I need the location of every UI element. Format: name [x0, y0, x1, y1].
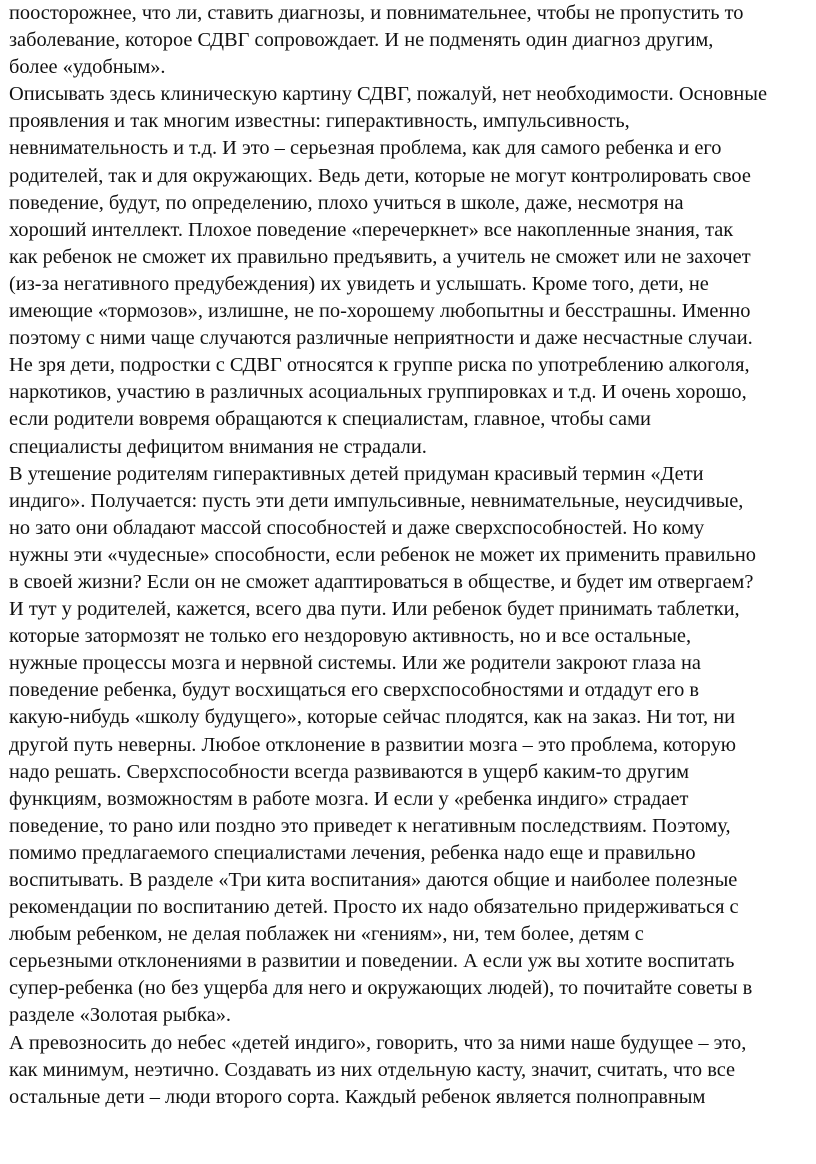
- text-line: А превозносить до небес «детей индиго», говорить, что за ними наше будущее – это,: [9, 1031, 747, 1054]
- text-line: остальные дети – люди второго сорта. Каждый ребенок является полноправным: [9, 1085, 706, 1108]
- text-line: невнимательность и т.д. И это – серьезная проблема, как для самого ребенка и его: [9, 137, 722, 160]
- text-line: заболевание, которое СДВГ сопровождает. И не подменять один диагноз другим,: [9, 29, 714, 52]
- text-line: разделе «Золотая рыбка».: [9, 1004, 232, 1027]
- text-line: нужны эти «чудесные» способности, если ребенок не может их применить правильно: [9, 543, 757, 566]
- text-line: родителей, так и для окружающих. Ведь дети, которые не могут контролировать свое: [9, 164, 751, 187]
- text-line: рекомендации по воспитанию детей. Просто их надо обязательно придерживаться с: [9, 896, 739, 919]
- text-line: функциям, возможностям в работе мозга. И если у «ребенка индиго» страдает: [9, 787, 689, 810]
- text-line: как ребенок не сможет их правильно предъявить, а учитель не сможет или не захочет: [9, 245, 751, 268]
- text-line: нужные процессы мозга и нервной системы. Или же родители закроют глаза на: [9, 652, 701, 675]
- text-line: (из-за негативного предубеждения) их увидеть и услышать. Кроме того, дети, не: [9, 272, 709, 295]
- text-line: поосторожнее, что ли, ставить диагнозы, и повнимательнее, чтобы не пропустить то: [9, 2, 744, 24]
- text-line: воспитывать. В разделе «Три кита воспитания» даются общие и наиболее полезные: [9, 869, 738, 891]
- text-line: наркотиков, участию в различных асоциальных группировках и т.д. И очень хорошо,: [9, 381, 747, 404]
- text-line: поведение, то рано или поздно это приведет к негативным последствиям. Поэтому,: [9, 814, 731, 837]
- text-line: супер-ребенка (но без ущерба для него и окружающих людей), то почитайте советы в: [9, 977, 753, 1000]
- text-line: более «удобным».: [9, 56, 166, 79]
- text-line: Описывать здесь клиническую картину СДВГ, пожалуй, нет необходимости. Основные: [9, 83, 768, 106]
- text-line: серьезными отклонениями в развитии и поведении. А если уж вы хотите воспитать: [9, 950, 735, 973]
- text-line: индиго». Получается: пусть эти дети импульсивные, невнимательные, неусидчивые,: [9, 489, 744, 512]
- text-line: но зато они обладают массой способностей и даже сверхспособностей. Но кому: [9, 516, 705, 539]
- text-line: другой путь неверны. Любое отклонение в развитии мозга – это проблема, которую: [9, 733, 737, 756]
- text-line: как минимум, неэтично. Создавать из них отдельную касту, значит, считать, что все: [9, 1058, 736, 1081]
- text-line: поэтому с ними чаще случаются различные неприятности и даже несчастные случаи.: [9, 327, 753, 350]
- text-line: которые затормозят не только его нездоровую активность, но и все остальные,: [9, 625, 692, 648]
- text-line: помимо предлагаемого специалистами лечения, ребенка надо еще и правильно: [9, 841, 696, 864]
- text-line: имеющие «тормозов», излишне, не по-хорошему любопытны и бесстрашны. Именно: [9, 300, 751, 323]
- text-line: проявления и так многим известны: гиперактивность, импульсивность,: [9, 110, 630, 133]
- text-line: в своей жизни? Если он не сможет адаптироваться в обществе, и будет им отвергаем?: [9, 570, 754, 593]
- text-line: специалисты дефицитом внимания не страдали.: [9, 435, 427, 458]
- text-line: надо решать. Сверхспособности всегда развиваются в ущерб каким-то другим: [9, 760, 690, 783]
- text-line: поведение ребенка, будут восхищаться его сверхспособностями и отдадут его в: [9, 679, 699, 702]
- text-line: В утешение родителям гиперактивных детей придуман красивый термин «Дети: [9, 462, 704, 485]
- text-line: поведение, будут, по определению, плохо учиться в школе, даже, несмотря на: [9, 191, 684, 214]
- text-line: хороший интеллект. Плохое поведение «перечеркнет» все накопленные знания, так: [9, 218, 734, 241]
- text-line: какую-нибудь «школу будущего», которые сейчас плодятся, как на заказ. Ни тот, ни: [9, 706, 736, 729]
- document-page: [9, 0, 809, 1164]
- text-line: Не зря дети, подростки с СДВГ относятся к группе риска по употреблению алкоголя,: [9, 354, 750, 377]
- text-line: И тут у родителей, кажется, всего два пути. Или ребенок будет принимать таблетки,: [9, 598, 740, 621]
- text-line: если родители вовремя обращаются к специалистам, главное, чтобы сами: [9, 408, 651, 431]
- text-line: любым ребенком, не делая поблажек ни «гениям», ни, тем более, детям с: [9, 923, 644, 946]
